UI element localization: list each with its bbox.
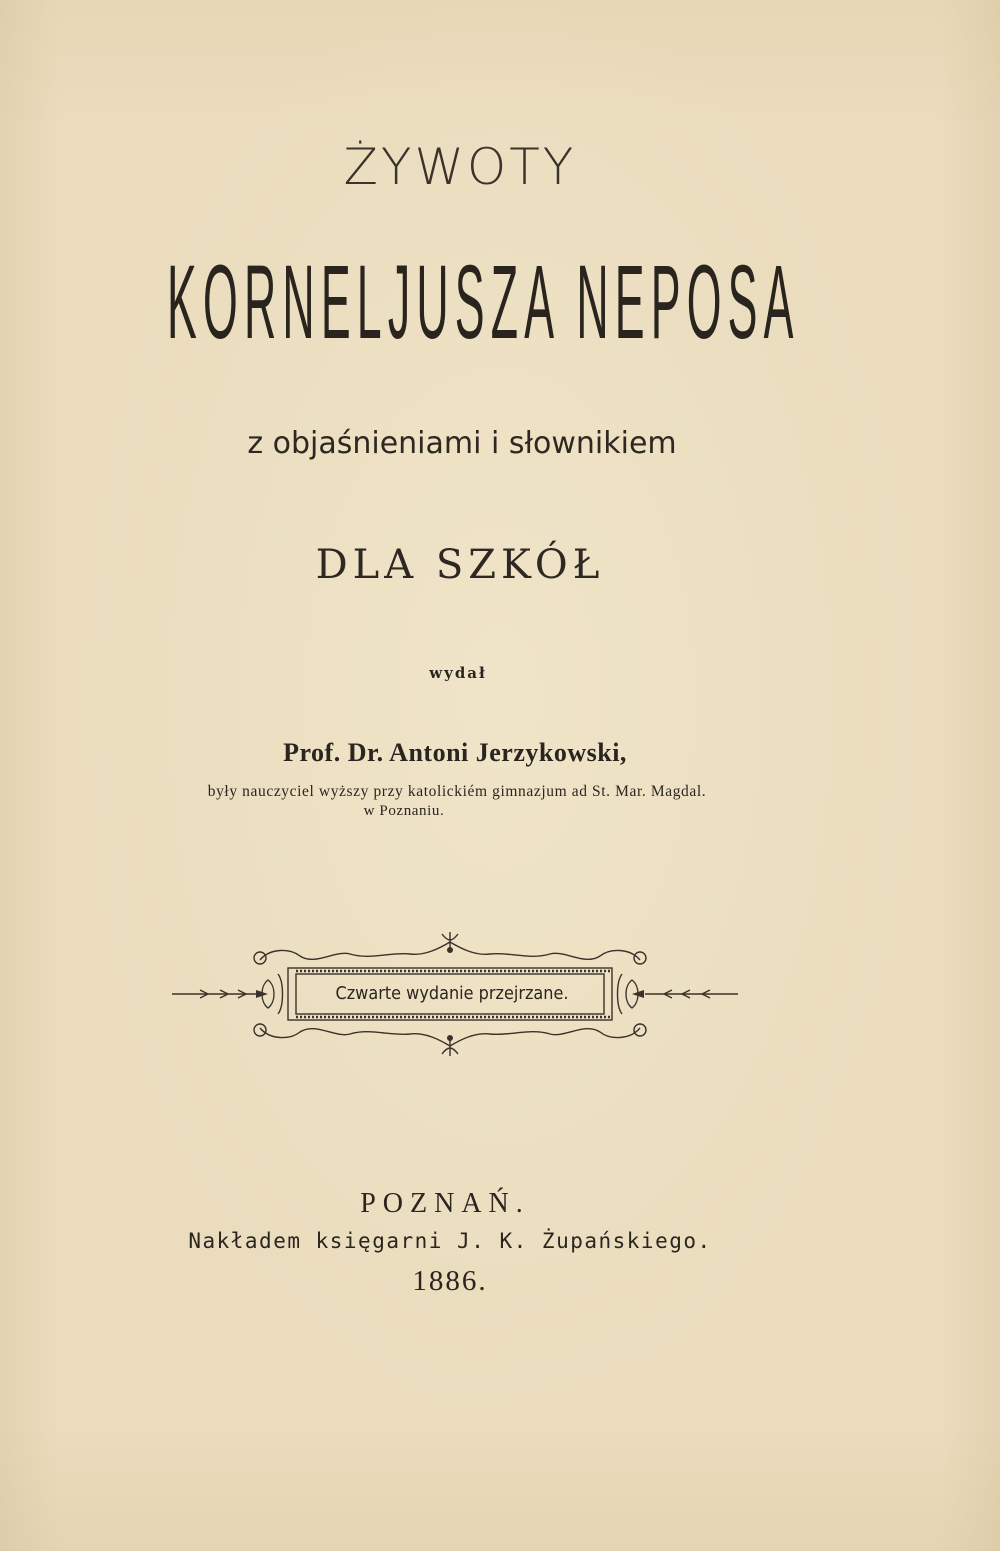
editor-name: Prof. Dr. Antoni Jerzykowski, [283,738,627,767]
editor-description-1: były nauczyciel wyższy przy katolickiém gimnazjum ad St. Mar. Magdal. [207,783,707,800]
title-line-2: KORNELJUSZA NEPOSA [167,245,800,361]
imprint-year: 1886. [412,1265,488,1297]
imprint-city: POZNAŃ. [360,1188,530,1219]
imprint-publisher: Nakładem księgarni J. K. Żupańskiego. [188,1229,712,1253]
editor-description-2: w Poznaniu. [363,803,445,819]
subtitle: z objaśnieniami i słownikiem [247,426,677,461]
editor-prefix: wydał [429,664,487,682]
audience: DLA SZKÓŁ [315,542,605,588]
edition-note: Czwarte wydanie przejrzane. [335,984,569,1004]
title-line-1: ŻYWOTY [343,138,577,196]
